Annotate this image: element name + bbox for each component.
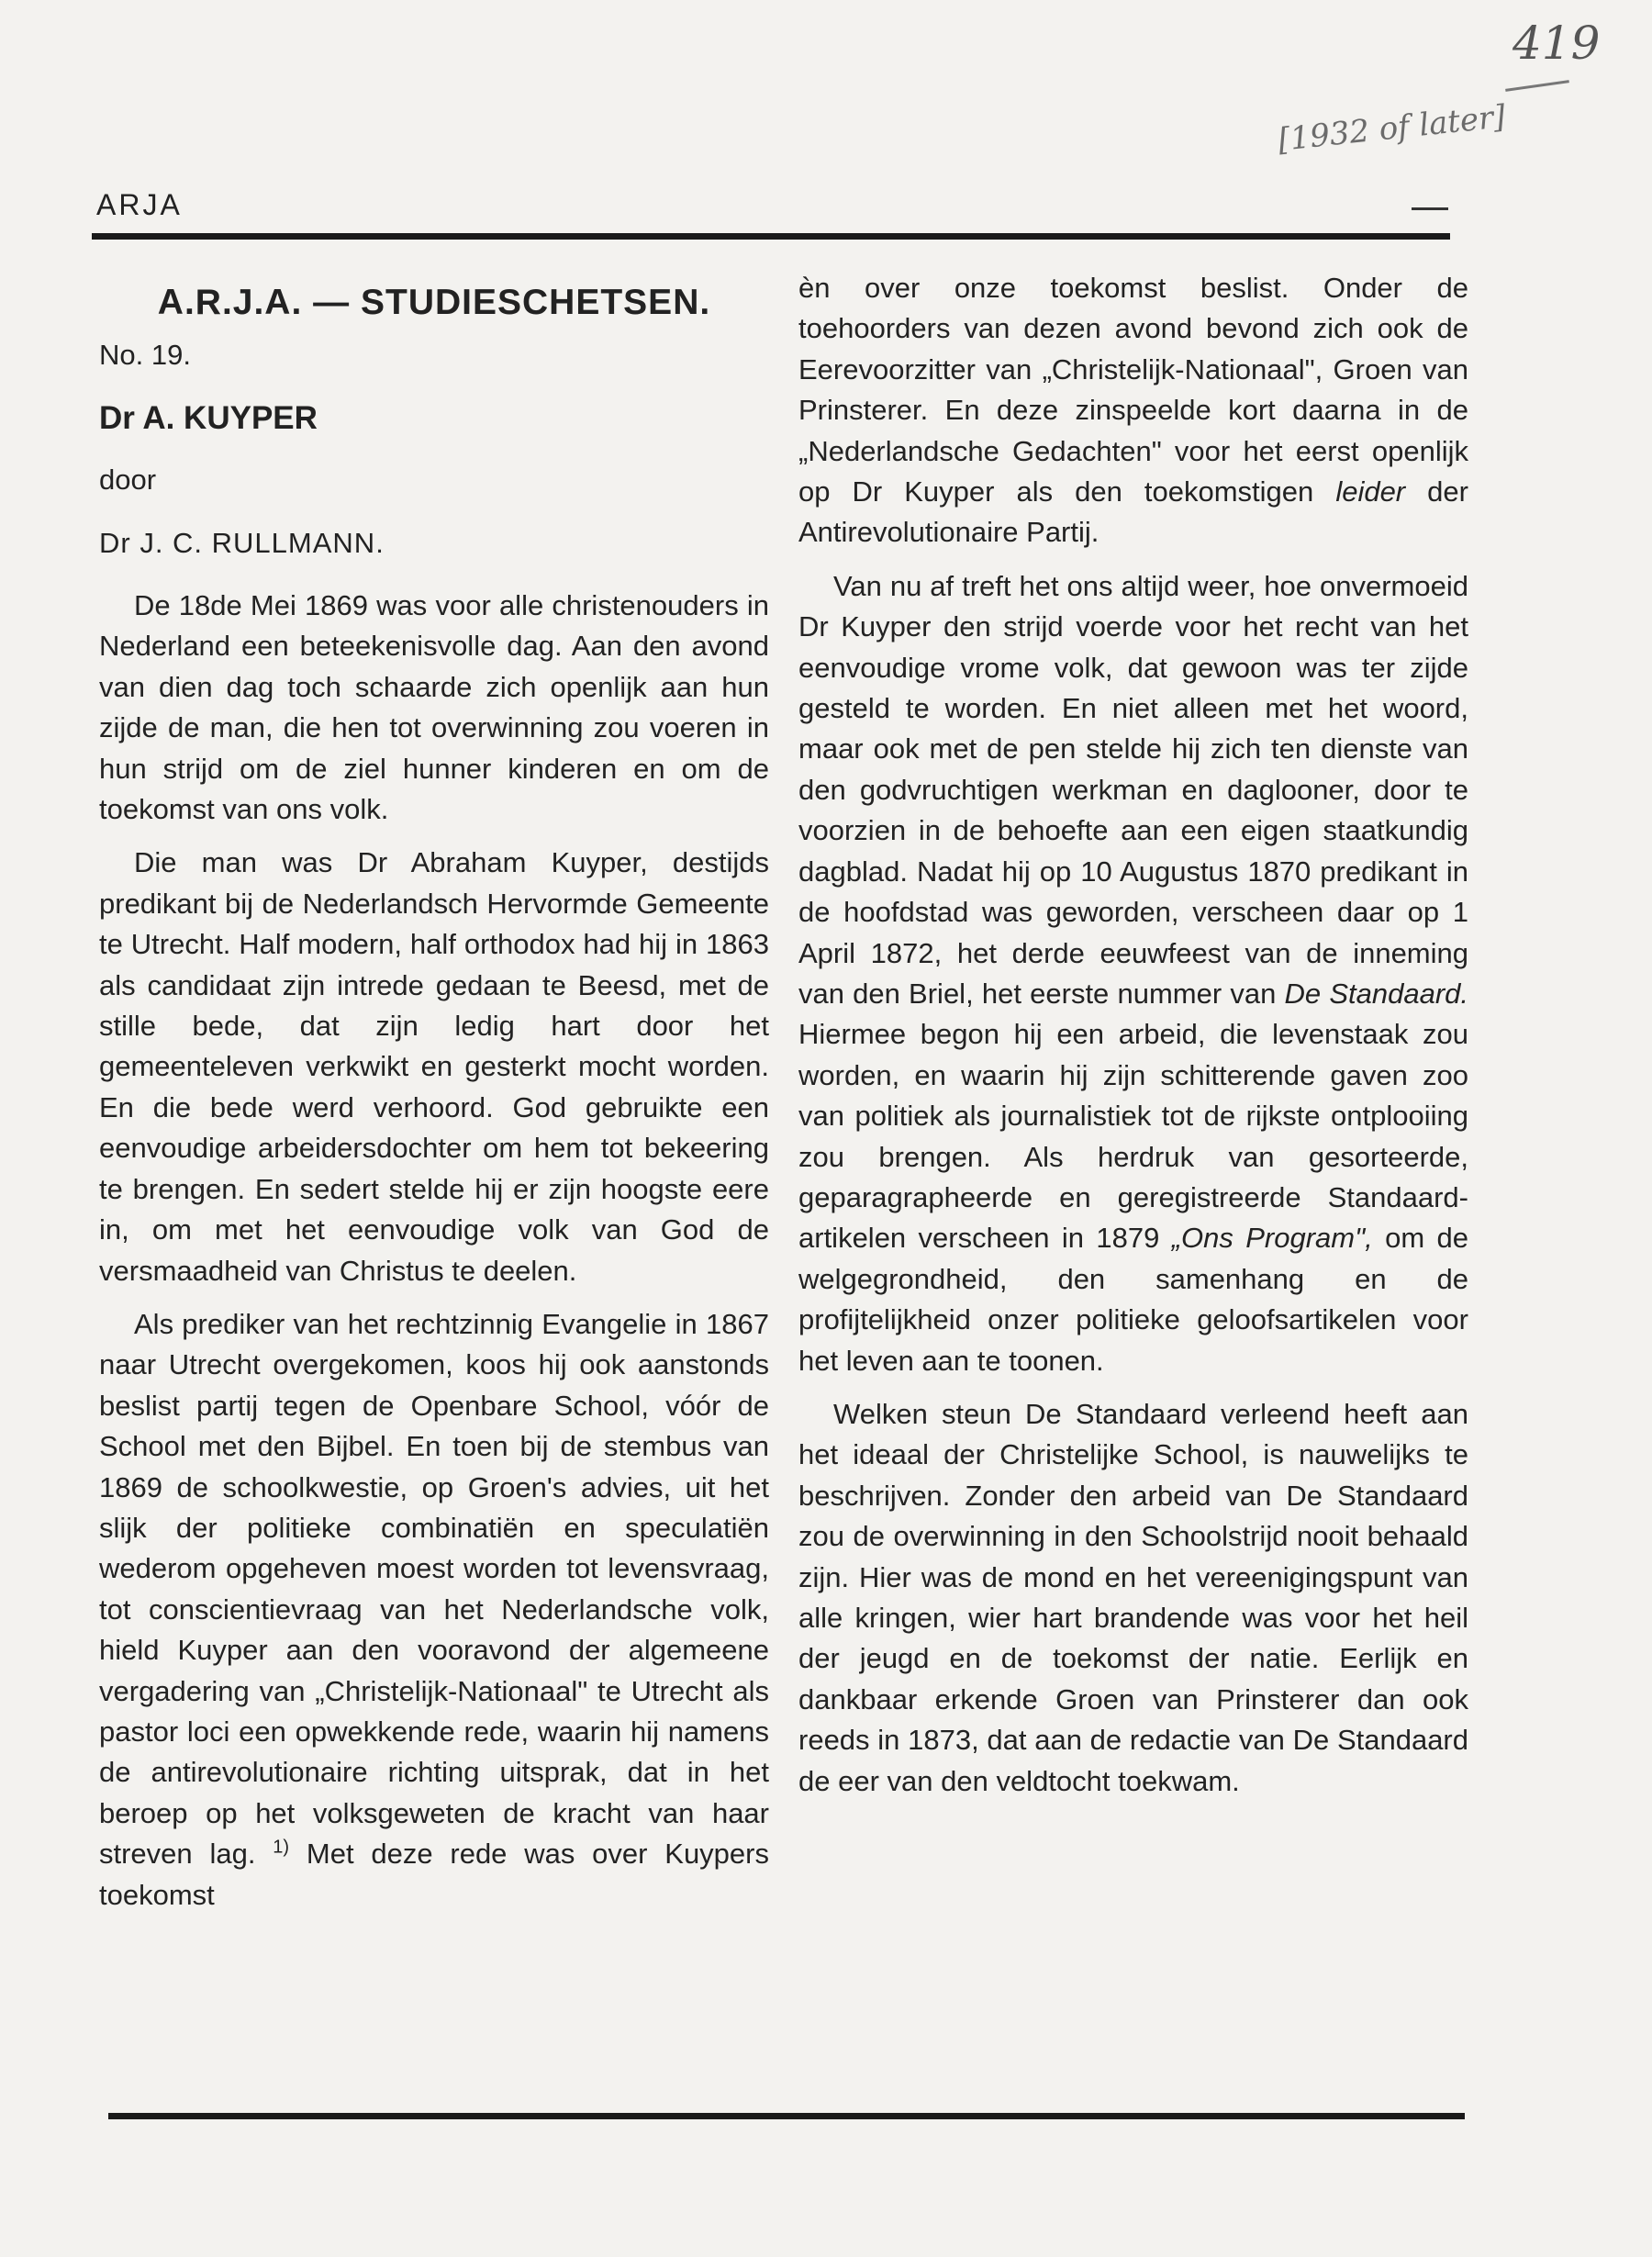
paragraph-closing-line: Met deze rede was over Kuypers toekomst — [99, 1838, 769, 1911]
series-number: No. 19. — [99, 339, 191, 371]
article-author: Dr J. C. RULLMANN. — [99, 527, 385, 559]
emphasis-text: leider — [1335, 475, 1406, 508]
left-column — [99, 268, 769, 1916]
handwritten-date-note: [1932 of later] — [1276, 98, 1508, 159]
emphasis-text: De Standaard. — [1284, 977, 1468, 1010]
byline-word: door — [99, 464, 157, 496]
emphasis-text: „Ons Program", — [1171, 1222, 1373, 1255]
footnote-mark: 1) — [273, 1837, 290, 1858]
paragraph-text: Hiermee begon hij een arbeid, die levenstaak zou worden, en waarin hij zijn schitterende gaven zoo van politiek als journalistiek tot de rijkste ontplooiing zou brengen. Als herdruk van gesorteerde, geparagrapheerde en geregistreerde Standaard-artikelen verscheen in 1879 — [798, 1018, 1468, 1255]
paragraph — [798, 566, 1468, 1381]
paragraph: De 18de Mei 1869 was voor alle christenouders in Nederland een beteekenisvolle dag. Aan den avond van dien dag toch schaarde zich openlijk aan hun zijde de man, die hen tot overwinning zou voeren in hun strijd om de ziel hunner kinderen en om de toekomst van ons volk. — [99, 589, 769, 826]
article-title: A.R.J.A. — STUDIESCHETSEN. — [157, 283, 711, 322]
handwritten-underline — [1505, 80, 1569, 92]
article-subject: Dr A. KUYPER — [99, 400, 318, 436]
paragraph: Welken steun De Standaard verleend heeft aan het ideaal der Christelijke School, is nauwelijks te beschrijven. Zonder den arbeid van De Standaard zou de overwinning in den Schoolstrijd nooit behaald zijn. Hier was de mond en het vereenigingspunt van alle kringen, wier hart brandende was voor het heil der jeugd en de toekomst der natie. Eerlijk en dankbaar erkende Groen van Prinsterer dan ook reeds in 1873, dat aan de redactie van De Standaard de eer van den veldtocht toekwam. — [798, 1397, 1468, 1797]
paragraph: Die man was Dr Abraham Kuyper, destijds predikant bij de Nederlandsch Hervormde Gemeente te Utrecht. Half modern, half orthodox had hij in 1863 als candidaat zijn intrede gedaan te Beesd, met de stille bede, dat zijn ledig hart door het gemeenteleven verkwikt en gesterkt mocht worden. En die bede werd verhoord. God gebruikte een eenvoudige arbeidersdochter om hem tot bekeering te brengen. En sedert stelde hij er zijn hoogste eere in, om met het eenvoudige volk van God de versmaadheid van Christus te deelen. — [99, 846, 769, 1287]
paragraph — [798, 268, 1468, 553]
right-column — [798, 268, 1468, 1815]
header-rule — [92, 233, 1450, 240]
paragraph-text: der Antirevolutionaire Partij. — [798, 475, 1468, 549]
paragraph — [99, 1304, 769, 1916]
paragraph-text: Van nu af treft het ons altijd weer, hoe onvermoeid Dr Kuyper den strijd voerde voor het recht van het eenvoudige vrome volk, dat gewoon was ter zijde gesteld te worden. En niet alleen met het woord, maar ook met de pen stelde hij zich ten dienste van den godvruchtigen werkman en daglooner, door te voorzien in de behoefte aan een eigen staatkundig dagblad. Nadat hij op 10 Augustus 1870 predikant in de hoofdstad was geworden, verscheen daar op 1 April 1872, het derde eeuwfeest van de inneming van den Briel, het eerste nummer van — [798, 569, 1468, 1010]
paragraph-text: èn over onze toekomst beslist. Onder de toehoorders van dezen avond bevond zich ook de Eerevoorzitter van „Christelijk-Nationaal", Groen van Prinsterer. En deze zinspeelde kort daarna in de „Nederlandsche Gedachten" voor het eerst openlijk op Dr Kuyper als den toekomstigen — [798, 272, 1468, 508]
running-header-title: ARJA — [96, 188, 183, 221]
running-header-mark — [1412, 207, 1448, 210]
paragraph-text: om de welgegrondheid, den samenhang en de profijtelijkheid onzer politieke geloofsartikelen voor het leven aan te toonen. — [798, 1222, 1468, 1377]
paragraph-text: Als prediker van het rechtzinnig Evangelie in 1867 naar Utrecht overgekomen, koos hij ook aanstonds beslist partij tegen de Openbare School, vóór de School met den Bijbel. En toen bij de stembus van 1869 de schoolkwestie, op Groen's advies, uit het slijk der politieke combinatiën en speculatiën wederom opgeheven moest worden tot levensvraag, tot conscientievraag van het Nederlandsche volk, hield Kuyper aan den vooravond der algemeene vergadering van „Christelijk-Nationaal" te Utrecht als pastor loci een opwekkende rede, waarin hij namens de antirevolutionaire richting uitsprak, dat in het beroep op het volksgeweten de kracht van haar streven lag. — [99, 1307, 769, 1871]
footer-rule — [108, 2113, 1465, 2119]
handwritten-page-number: 419 — [1512, 17, 1601, 70]
